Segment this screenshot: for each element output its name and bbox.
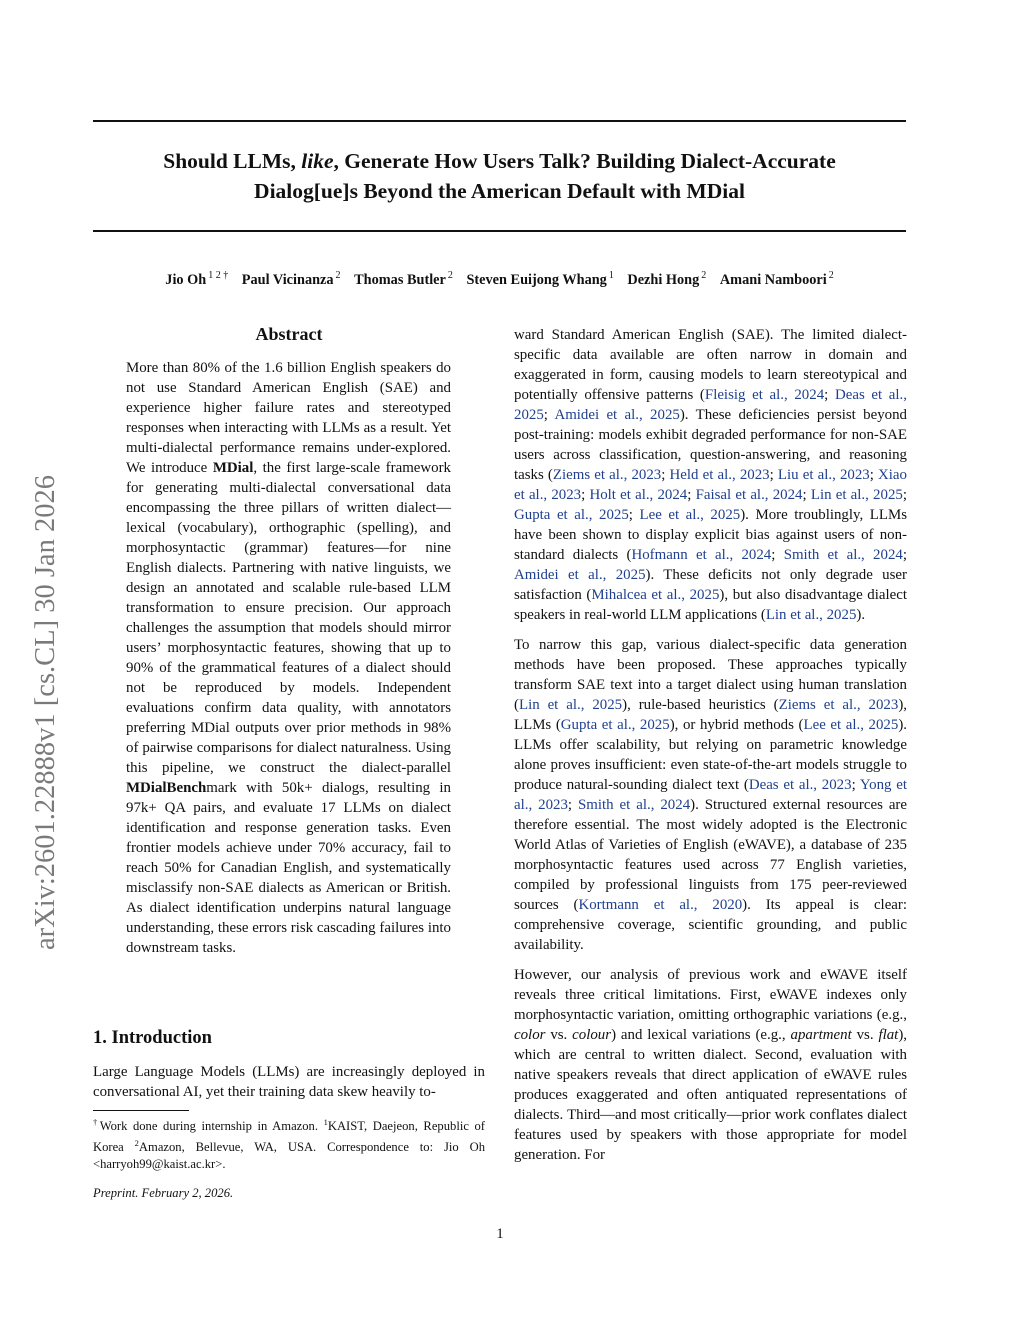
citation-link[interactable]: Ziems et al., 2023 [552,467,662,483]
body-text: ; [902,547,907,563]
body-text: ), or hybrid methods ( [669,717,804,733]
title-text-1: Should LLMs, [163,149,302,173]
citation-link[interactable]: Gupta et al., 2025 [514,507,629,523]
body-text: vs. [851,1027,879,1043]
body-text: ). Structured external resources are therefore essential. The most widely adopted is the Electronic World Atlas of Varieties of English (eWAVE), a database of 235 morphosyntactic features used across 77 English varieties, compiled by professional linguists from 175 peer-reviewed sources ( [514,797,907,913]
body-text: ; [581,487,590,503]
author-affiliation: 2 [828,270,834,281]
body-text: ward Standard American English (SAE). The limited dialect-specific data available are often narrow in domain and exaggerated in form, causing models to learn stereotypical and potentially offensive patterns ( [514,327,907,403]
author [165,272,228,288]
italic-term: color [514,1027,546,1043]
italic-term: colour [572,1027,612,1043]
body-text: ). More troublingly, LLMs have been shown to display explicit bias against users of non-standard dialects ( [514,507,907,563]
citation-link[interactable]: Mihalcea et al., 2025 [591,587,720,603]
section-heading-introduction: 1. Introduction [93,1028,212,1048]
author [466,272,613,288]
citation-link[interactable]: Liu et al., 2023 [777,467,870,483]
citation-link[interactable]: Lee et al., 2025 [639,507,741,523]
citation-link[interactable]: Faisal et al., 2024 [695,487,803,503]
title-bottom-rule [93,230,906,232]
paragraph-intro-continued [514,325,907,625]
body-text: ) and lexical variations (e.g., [611,1027,791,1043]
citation-link[interactable]: Smith et al., 2024 [783,547,903,563]
paragraph-limitations [514,965,907,1165]
title-line-2: Dialog[ue]s Beyond the American Default with MDial [254,179,745,203]
italic-term: flat [878,1027,899,1043]
citation-link[interactable]: Lin et al., 2025 [765,607,857,623]
author-name: Steven Euijong Whang [466,272,607,288]
body-text: ; [661,467,670,483]
citation-link[interactable]: Deas et al., 2023 [748,777,852,793]
citation-link[interactable]: Lin et al., 2025 [518,697,623,713]
citation-link[interactable]: Gupta et al., 2025 [560,717,670,733]
footnote-rule [93,1110,189,1111]
body-text: ; [628,507,640,523]
italic-term: apartment [790,1027,852,1043]
citation-link[interactable]: Deas et al., 2025 [514,387,907,423]
body-text: ). Its appeal is clear: comprehensive coverage, scientific grounding, and public availability. [514,897,908,953]
body-text: To narrow this gap, various dialect-specific data generation methods have been proposed. These approaches typically transform SAE text into a target dialect using human translation ( [514,637,907,713]
preprint-date: Preprint. February 2, 2026. [93,1186,234,1200]
author-name: Jio Oh [165,272,207,288]
author-affiliation: 1 2 † [208,270,229,281]
page-number: 1 [496,1226,504,1242]
body-text: ; [769,467,778,483]
author-affiliation: 2 [701,270,707,281]
citation-link[interactable]: Amidei et al., 2025 [514,567,646,583]
body-text: ). LLMs offer scalability, but relying on parametric knowledge alone proves insufficient: even state-of-the-art models struggle to produce natural-sounding dialect text ( [514,717,907,793]
paper-title [93,146,906,206]
intro-paragraph-start: Large Language Models (LLMs) are increasingly deployed in conversational AI, yet their training data skew heavily to- [93,1064,485,1100]
citation-link[interactable]: Amidei et al., 2025 [554,407,680,423]
author-affiliation: 2 [447,270,453,281]
author [627,272,706,288]
body-text: ). [856,607,866,623]
author-list [93,266,906,290]
author-affiliation: 2 [335,270,341,281]
body-text: ; [543,407,555,423]
body-text: ; [687,487,696,503]
citation-link[interactable]: Hofmann et al., 2024 [631,547,772,563]
author [242,272,341,288]
citation-link[interactable]: Lin et al., 2025 [810,487,903,503]
paragraph-generation-methods [514,635,907,955]
body-text: ), but also disadvantage dialect speakers in real-world LLM applications ( [514,587,907,623]
citation-link[interactable]: Smith et al., 2024 [578,797,691,813]
body-text: ), LLMs ( [514,697,907,733]
author-name: Thomas Butler [354,272,446,288]
abstract-heading: Abstract [255,324,323,344]
citation-link[interactable]: Holt et al., 2024 [589,487,688,503]
mdial-name: MDial [212,460,254,476]
citation-link[interactable]: Xiao et al., 2023 [514,467,907,503]
body-text: ; [824,387,835,403]
body-text: vs. [545,1027,573,1043]
body-text: However, our analysis of previous work and eWAVE itself reveals three critical limitations. First, eWAVE indexes only morphosyntactic variation, omitting orthographic variations (e.g., [514,967,907,1023]
author-name: Paul Vicinanza [241,272,334,288]
abstract-body: More than 80% of the 1.6 billion English speakers do not use Standard American English (SAE) and experience higher failure rates and stereotyped responses when interacting with LLMs as a result. Yet multi-dialectal performance remains under-explored. We introduce MDial, the first large-scale framework for generating multi-dialectal conversational data encompassing the three pillars of written dialect—lexical (vocabulary), orthographic (spelling), and morphosyntactic (grammar) features—for nine English dialects. Partnering with native linguists, we design an annotated and scalable rule-based LLM transformation to ensure precision. Our approach challenges the assumption that models should mirror users’ morphosyntactic features, showing that up to 90% of the grammatical features of a dialect should not be reproduced by models. Independent evaluations confirm data quality, with annotators preferring MDial outputs over prior methods in 98% of pairwise comparisons for dialect naturalness. Using this pipeline, we construct the dialect-parallel MDialBenchmark with 50k+ dialogs, resulting in 97k+ QA pairs, and evaluate 17 LLMs on dialect identification and response generation tasks. Even frontier models achieve under 70% accuracy, fail to reach 50% for Canadian English, and systematically misclassify non-SAE dialects as American or British. As dialect identification underpins natural language understanding, these errors risk cascading failures into downstream tasks. [126,360,451,956]
body-text: ; [771,547,784,563]
author [720,272,834,288]
body-text: ). These deficits not only degrade user satisfaction ( [514,567,907,603]
title-top-rule [93,120,906,122]
title-text-2: , Generate How Users Talk? Building Dialect-Accurate [333,149,836,173]
body-text: ), rule-based heuristics ( [622,697,779,713]
footnote: †Work done during internship in Amazon. $^1$KAIST, Daejeon, Republic of Korea $^2$Amazon, Bellevue, WA, USA. Correspondence to: Jio Oh <harryoh99@kaist.ac.kr>. [93,1117,485,1172]
citation-link[interactable]: Fleisig et al., 2024 [704,387,825,403]
citation-link[interactable]: Kortmann et al., 2020 [578,897,743,913]
body-text: ; [567,797,579,813]
arxiv-identifier[interactable]: arXiv:2601.22888v1 [cs.CL] 30 Jan 2026 [30,475,61,950]
body-text: ; [851,777,860,793]
author-name: Amani Namboori [719,272,827,288]
body-text: ). These deficiencies persist beyond post-training: models exhibit degraded performance for non-SAE users across classification, question-answering, and reasoning tasks ( [514,407,907,483]
citation-link[interactable]: Lee et al., 2025 [803,717,899,733]
author [354,272,453,288]
citation-link[interactable]: Held et al., 2023 [669,467,770,483]
author-affiliation: 1 [608,270,614,281]
title-emphasis: like [301,149,334,173]
body-text: ; [869,467,879,483]
mdialbench-name: MDialBench [126,780,207,796]
citation-link[interactable]: Ziems et al., 2023 [778,697,899,713]
body-text: ; [802,487,811,503]
body-text: ), which are central to written dialect. Second, evaluation with native speakers reveals that direct application of eWAVE rules produces exaggerated and often antiquated representations of dialects. Third—and most critically—prior work conflates dialect features used by speakers with those appropriate for model generation. For [514,1027,907,1163]
body-text: ; [902,487,907,503]
author-name: Dezhi Hong [627,272,700,288]
right-column [514,325,907,1175]
citation-link[interactable]: Yong et al., 2023 [514,777,907,813]
